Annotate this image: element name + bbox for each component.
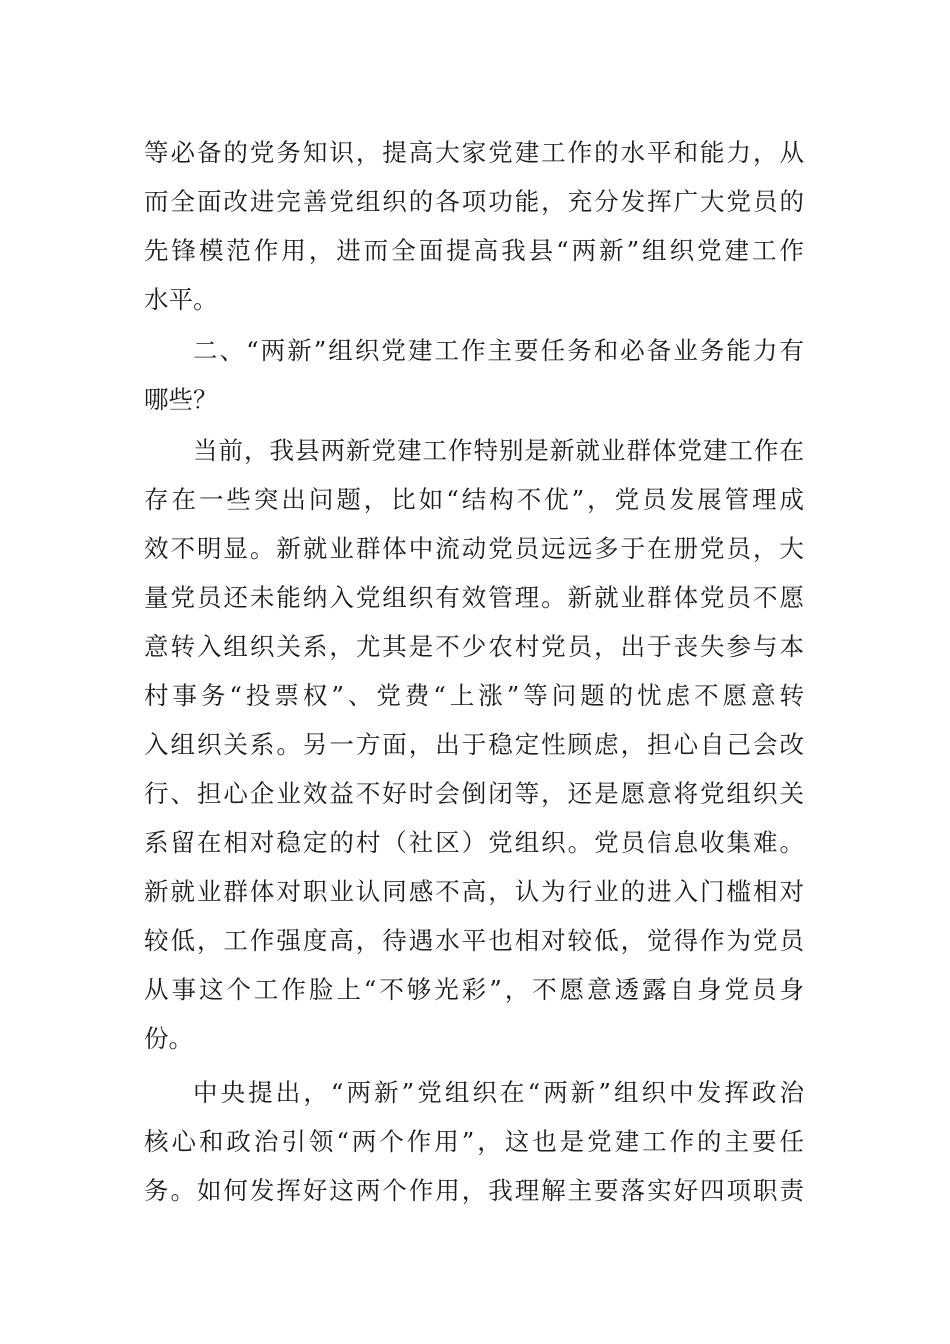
text-line: 而全面改进完善党组织的各项功能，充分发挥广大党员的 — [144, 187, 804, 216]
text-line: 存在一些突出问题，比如“结构不优”，党员发展管理成 — [144, 485, 804, 514]
section-heading: 二、“两新”组织党建工作主要任务和必备业务能力有 — [193, 336, 804, 365]
text-line: 行、担心企业效益不好时会倒闭等，还是愿意将党组织关 — [144, 779, 804, 808]
text-line: 等必备的党务知识，提高大家党建工作的水平和能力，从 — [144, 138, 804, 167]
text-line: 新就业群体对职业认同感不高，认为行业的进入门槛相对 — [144, 877, 804, 906]
text-line: 务。如何发挥好这两个作用，我理解主要落实好四项职责 — [144, 1176, 804, 1205]
text-line: 中央提出，“两新”党组织在“两新”组织中发挥政治 — [193, 1078, 804, 1107]
text-line: 从事这个工作脸上“不够光彩”，不愿意透露自身党员身 — [144, 975, 804, 1004]
text-line: 当前，我县两新党建工作特别是新就业群体党建工作在 — [193, 436, 804, 465]
text-line: 入组织关系。另一方面，出于稳定性顾虑，担心自己会改 — [144, 730, 804, 759]
section-heading-continued: 哪些？ — [144, 385, 218, 414]
text-line: 较低，工作强度高，待遇水平也相对较低，觉得作为党员 — [144, 926, 804, 955]
text-line: 量党员还未能纳入党组织有效管理。新就业群体党员不愿 — [144, 583, 804, 612]
text-line: 核心和政治引领“两个作用”，这也是党建工作的主要任 — [144, 1127, 804, 1156]
text-line: 水平。 — [144, 285, 218, 314]
text-line: 份。 — [144, 1024, 193, 1053]
text-line: 效不明显。新就业群体中流动党员远远多于在册党员，大 — [144, 534, 804, 563]
text-line: 先锋模范作用，进而全面提高我县“两新”组织党建工作 — [144, 236, 804, 265]
text-line: 村事务“投票权”、党费“上涨”等问题的忧虑不愿意转 — [144, 681, 804, 710]
text-line: 系留在相对稳定的村（社区）党组织。党员信息收集难。 — [144, 828, 804, 857]
text-line: 意转入组织关系，尤其是不少农村党员，出于丧失参与本 — [144, 632, 804, 661]
